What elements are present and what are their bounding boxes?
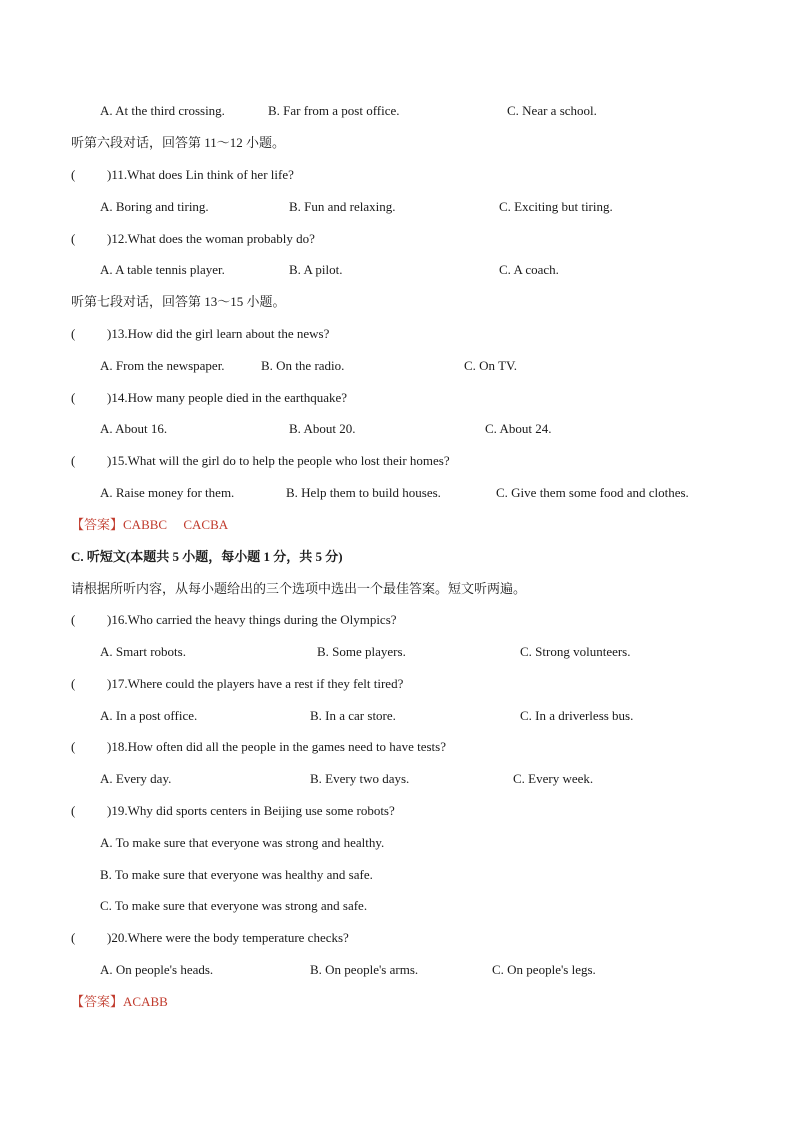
answer-blank: ( — [71, 167, 76, 182]
answer-blank: ( — [71, 326, 76, 341]
answer-option: B. Fun and relaxing. — [289, 199, 396, 214]
question-text: )15.What will the girl do to help the people who lost their homes? — [107, 453, 450, 468]
question-text: )18.How often did all the people in the games need to have tests? — [107, 739, 446, 754]
answer-value: ACABB — [123, 994, 168, 1009]
question-text: )14.How many people died in the earthquake? — [107, 390, 348, 405]
answer-option: C. On people's legs. — [492, 962, 596, 977]
answer-option: A. To make sure that everyone was strong and healthy. — [100, 835, 385, 850]
answer-option: C. About 24. — [485, 421, 552, 436]
answer-blank: ( — [71, 231, 76, 246]
answer-blank: ( — [71, 390, 76, 405]
answer-option: A. Raise money for them. — [100, 485, 235, 500]
answer-option: B. In a car store. — [310, 708, 396, 723]
question-line — [71, 167, 294, 183]
question-text: )17.Where could the players have a rest if they felt tired? — [107, 676, 404, 691]
answer-option: B. A pilot. — [289, 262, 343, 277]
answer-blank: ( — [71, 930, 76, 945]
answer-option: C. Exciting but tiring. — [499, 199, 613, 214]
answer-blank: ( — [71, 676, 76, 691]
answer-option: B. Far from a post office. — [268, 103, 400, 118]
answer-option: C. To make sure that everyone was strong and safe. — [100, 898, 368, 913]
instruction-text: 请根据所听内容，从每小题给出的三个选项中选出一个最佳答案。短文听两遍。 — [71, 581, 527, 596]
answer-option: A. About 16. — [100, 421, 168, 436]
answer-option: A. At the third crossing. — [100, 103, 225, 118]
answer-option: A. In a post office. — [100, 708, 198, 723]
question-line — [71, 739, 446, 755]
question-text: )16.Who carried the heavy things during the Olympics? — [107, 612, 397, 627]
answer-option: A. Smart robots. — [100, 644, 186, 659]
answer-blank: ( — [71, 739, 76, 754]
answer-option: B. To make sure that everyone was healthy and safe. — [100, 867, 373, 882]
answer-option: C. Every week. — [513, 771, 594, 786]
answer-option: C. A coach. — [499, 262, 559, 277]
question-line — [71, 453, 450, 469]
answer-option: B. On the radio. — [261, 358, 345, 373]
question-line — [71, 326, 329, 342]
answer-option: A. A table tennis player. — [100, 262, 225, 277]
answer-option: B. Some players. — [317, 644, 406, 659]
answer-blank: ( — [71, 612, 76, 627]
answer-label: 【答案】 — [71, 517, 124, 532]
answer-option: C. Give them some food and clothes. — [496, 485, 689, 500]
question-line — [71, 676, 403, 692]
answer-key — [71, 517, 228, 533]
answer-value: CABBC CACBA — [123, 517, 229, 532]
question-line — [71, 930, 349, 946]
answer-option: B. On people's arms. — [310, 962, 419, 977]
answer-key — [71, 994, 168, 1010]
answer-option: A. On people's heads. — [100, 962, 214, 977]
answer-option: B. Help them to build houses. — [286, 485, 441, 500]
answer-option: C. Strong volunteers. — [520, 644, 631, 659]
answer-option: B. About 20. — [289, 421, 356, 436]
question-text: )19.Why did sports centers in Beijing use some robots? — [107, 803, 395, 818]
question-line — [71, 231, 315, 247]
answer-option: A. Every day. — [100, 771, 172, 786]
answer-blank: ( — [71, 453, 76, 468]
answer-option: C. On TV. — [464, 358, 517, 373]
answer-option: B. Every two days. — [310, 771, 410, 786]
answer-blank: ( — [71, 803, 76, 818]
section-heading: C. 听短文(本题共 5 小题，每小题 1 分，共 5 分) — [71, 549, 343, 564]
question-line — [71, 612, 397, 628]
question-text: )11.What does Lin think of her life? — [107, 167, 294, 182]
instruction-text: 听第六段对话，回答第 11～12 小题。 — [71, 135, 286, 150]
answer-label: 【答案】 — [71, 994, 124, 1009]
answer-option: A. From the newspaper. — [100, 358, 225, 373]
question-line — [71, 390, 347, 406]
question-text: )13.How did the girl learn about the news? — [107, 326, 330, 341]
answer-option: C. Near a school. — [507, 103, 597, 118]
question-line — [71, 803, 395, 819]
question-text: )20.Where were the body temperature checks? — [107, 930, 349, 945]
instruction-text: 听第七段对话，回答第 13～15 小题。 — [71, 294, 286, 309]
answer-option: C. In a driverless bus. — [520, 708, 634, 723]
question-text: )12.What does the woman probably do? — [107, 231, 315, 246]
answer-option: A. Boring and tiring. — [100, 199, 209, 214]
